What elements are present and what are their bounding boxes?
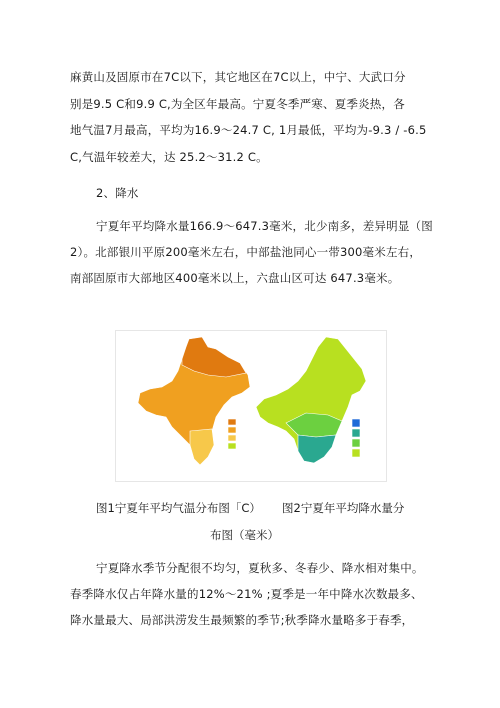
paragraph2-line3: 南部固原市大部地区400毫米以上，六盘山区可达 647.3毫米。 (70, 271, 400, 285)
precipitation-legend-swatch-3 (352, 439, 360, 447)
temperature-legend-swatch-4 (228, 443, 236, 449)
paragraph1-line4: C,气温年较差大，达 25.2～31.2 C。 (70, 150, 268, 164)
precipitation-legend-swatch-2 (352, 429, 360, 437)
precipitation-map (256, 337, 366, 463)
figure2-caption: 图2宁夏年平均降水量分 (282, 501, 405, 515)
paragraph1-line2: 别是9.5 C和9.9 C,为全区年最高。宁夏冬季严寒、夏季炎热，各 (70, 97, 405, 111)
paragraph3-line3: 降水量最大、局部洪涝发生最频繁的季节;秋季降水量略多于春季， (70, 613, 414, 627)
figure1-caption: 图1宁夏年平均气温分布图「C） (96, 501, 261, 515)
paragraph1-line1: 麻黄山及固原市在7C以下，其它地区在7C以上，中宁、大武口分 (70, 70, 406, 84)
paragraph3-line2: 春季降水仅占年降水量的12%～21% ;夏季是一年中降水次数最多、 (70, 587, 423, 601)
climate-maps-svg (116, 331, 386, 481)
temperature-legend-swatch-2 (228, 427, 236, 433)
precipitation-map-south-band (298, 435, 336, 463)
paragraph2-line1: 宁夏年平均降水量166.9～647.3毫米，北少南多，差异明显（图 (96, 219, 433, 233)
precipitation-legend-swatch-4 (352, 449, 360, 457)
temperature-legend-swatch-1 (228, 419, 236, 425)
temperature-map-south-band (190, 429, 214, 465)
climate-maps-figure (115, 330, 387, 482)
section-heading: 2、降水 (96, 186, 139, 200)
temperature-map (138, 337, 250, 465)
figure2-caption-continued: 布图（毫米） (210, 528, 279, 542)
paragraph3-line1: 宁夏降水季节分配很不均匀，夏秋多、冬春少、降水相对集中。 (96, 561, 424, 575)
paragraph2-line2: 2）。北部银川平原200毫米左右，中部盐池同心一带300毫米左右， (70, 245, 422, 259)
paragraph1-line3: 地气温7月最高，平均为16.9～24.7 C, 1月最低，平均为-9.3 / -6.5 (70, 123, 427, 137)
precipitation-legend-swatch-1 (352, 419, 360, 427)
temperature-legend-swatch-3 (228, 435, 236, 441)
